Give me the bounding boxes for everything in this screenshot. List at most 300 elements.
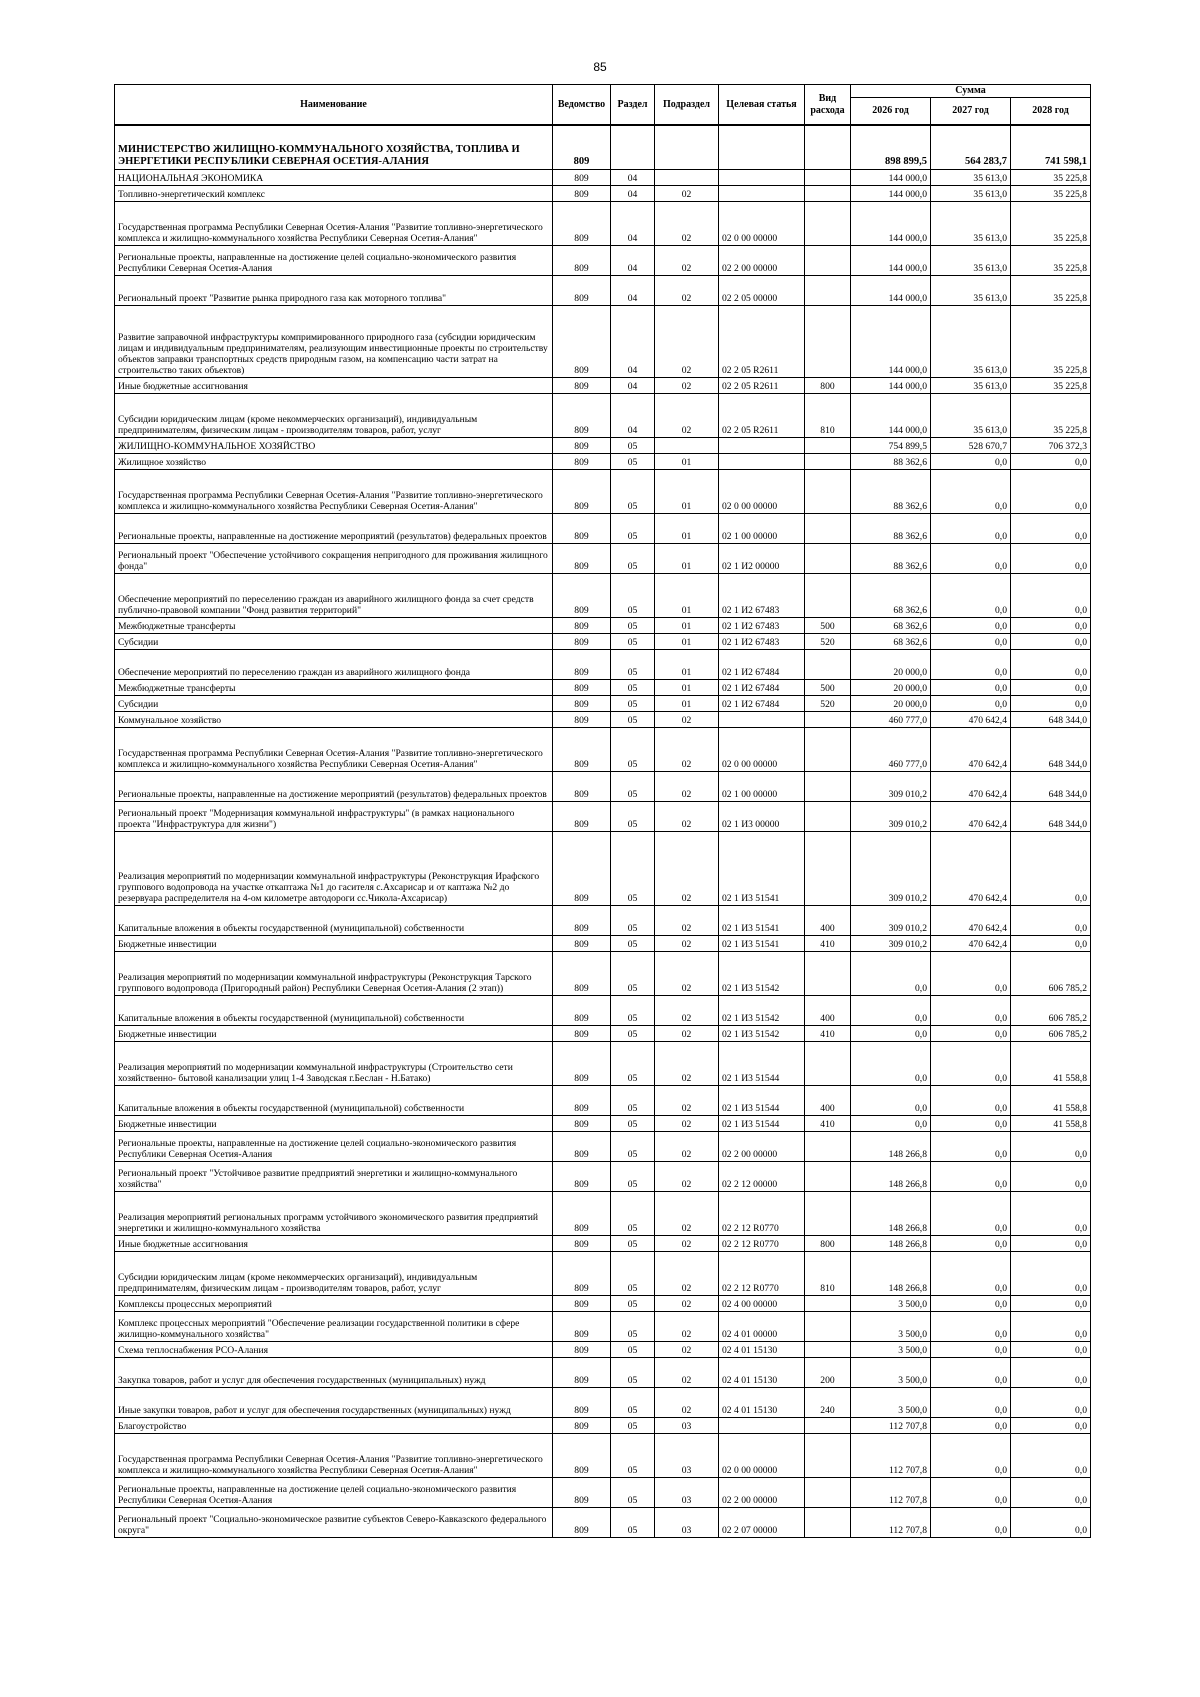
cell-section: 05 — [611, 1235, 655, 1251]
table-row — [115, 1417, 1091, 1433]
cell-section: 05 — [611, 1115, 655, 1131]
cell-2026: 148 266,8 — [851, 1131, 931, 1161]
cell-2026: 309 010,2 — [851, 771, 931, 801]
cell-2026: 0,0 — [851, 1025, 931, 1041]
cell-name: Межбюджетные трансферты — [115, 679, 553, 695]
cell-name: Региональный проект "Обеспечение устойчивого сокращения непригодного для проживания жилищного фонда" — [115, 543, 553, 573]
cell-name: Субсидии — [115, 695, 553, 711]
cell-subsection: 02 — [655, 1131, 719, 1161]
cell-2028: 0,0 — [1011, 573, 1091, 617]
cell-expense-type — [805, 1295, 851, 1311]
cell-2027: 0,0 — [931, 1161, 1011, 1191]
cell-department: 809 — [553, 185, 611, 201]
cell-section: 05 — [611, 695, 655, 711]
cell-subsection: 02 — [655, 275, 719, 305]
cell-2027: 0,0 — [931, 469, 1011, 513]
cell-section: 05 — [611, 1251, 655, 1295]
cell-department: 809 — [553, 1115, 611, 1131]
cell-2027: 0,0 — [931, 633, 1011, 649]
cell-2026: 20 000,0 — [851, 695, 931, 711]
cell-department: 809 — [553, 1357, 611, 1387]
cell-2028: 35 225,8 — [1011, 169, 1091, 185]
cell-expense-type — [805, 727, 851, 771]
cell-department: 809 — [553, 1041, 611, 1085]
cell-target: 02 1 И3 51542 — [719, 995, 805, 1025]
cell-2028: 35 225,8 — [1011, 245, 1091, 275]
cell-expense-type — [805, 305, 851, 377]
cell-subsection: 02 — [655, 1041, 719, 1085]
cell-expense-type — [805, 437, 851, 453]
cell-target: 02 2 12 00000 — [719, 1161, 805, 1191]
cell-2026: 460 777,0 — [851, 711, 931, 727]
cell-2028: 0,0 — [1011, 1477, 1091, 1507]
cell-2028: 35 225,8 — [1011, 305, 1091, 377]
cell-2028: 41 558,8 — [1011, 1041, 1091, 1085]
cell-department: 809 — [553, 905, 611, 935]
cell-section: 04 — [611, 305, 655, 377]
cell-expense-type: 240 — [805, 1387, 851, 1417]
cell-department: 809 — [553, 513, 611, 543]
cell-2028: 648 344,0 — [1011, 771, 1091, 801]
cell-section: 04 — [611, 169, 655, 185]
cell-target — [719, 437, 805, 453]
cell-2027: 470 642,4 — [931, 727, 1011, 771]
cell-expense-type: 520 — [805, 633, 851, 649]
cell-2026: 309 010,2 — [851, 831, 931, 905]
cell-name: Реализация мероприятий по модернизации коммунальной инфраструктуры (Реконструкция Ирафского группового водопровода на участке откаптажа №1 до гасителя с.Ахсарисар и от каптажа №2 до резервуара распределителя на 4-ом километре автодороги сс.Чикола-Ахсарисар) — [115, 831, 553, 905]
cell-2028: 0,0 — [1011, 1311, 1091, 1341]
cell-department: 809 — [553, 125, 611, 169]
table-row — [115, 185, 1091, 201]
cell-2026: 68 362,6 — [851, 617, 931, 633]
cell-section: 05 — [611, 711, 655, 727]
cell-2028: 35 225,8 — [1011, 377, 1091, 393]
cell-2028: 41 558,8 — [1011, 1085, 1091, 1115]
header-sum: Сумма — [851, 85, 1091, 98]
cell-name: Бюджетные инвестиции — [115, 935, 553, 951]
cell-subsection: 02 — [655, 1161, 719, 1191]
cell-subsection: 02 — [655, 201, 719, 245]
table-row — [115, 543, 1091, 573]
table-row — [115, 1191, 1091, 1235]
cell-2026: 148 266,8 — [851, 1191, 931, 1235]
cell-2028: 648 344,0 — [1011, 801, 1091, 831]
cell-subsection: 01 — [655, 469, 719, 513]
header-year-2027: 2027 год — [931, 97, 1011, 125]
cell-target: 02 1 И2 00000 — [719, 543, 805, 573]
cell-section: 05 — [611, 1477, 655, 1507]
cell-2026: 3 500,0 — [851, 1387, 931, 1417]
cell-department: 809 — [553, 305, 611, 377]
cell-2027: 470 642,4 — [931, 711, 1011, 727]
cell-name: Региональные проекты, направленные на достижение целей социально-экономического развития Республики Северная Осетия-Алания — [115, 1131, 553, 1161]
cell-target: 02 1 И3 51544 — [719, 1041, 805, 1085]
cell-name: Субсидии юридическим лицам (кроме некоммерческих организаций), индивидуальным предпринимателям, физическим лицам - производителям товаров, работ, услуг — [115, 1251, 553, 1295]
cell-target: 02 0 00 00000 — [719, 1433, 805, 1477]
cell-2027: 470 642,4 — [931, 905, 1011, 935]
cell-target: 02 2 12 R0770 — [719, 1235, 805, 1251]
cell-section: 05 — [611, 1041, 655, 1085]
cell-section: 05 — [611, 649, 655, 679]
cell-2027: 0,0 — [931, 679, 1011, 695]
cell-2028: 606 785,2 — [1011, 951, 1091, 995]
cell-section — [611, 125, 655, 169]
cell-section: 04 — [611, 201, 655, 245]
cell-section: 05 — [611, 543, 655, 573]
table-row — [115, 1235, 1091, 1251]
cell-department: 809 — [553, 453, 611, 469]
cell-section: 05 — [611, 617, 655, 633]
cell-department: 809 — [553, 1191, 611, 1235]
cell-department: 809 — [553, 393, 611, 437]
cell-section: 05 — [611, 935, 655, 951]
cell-section: 05 — [611, 1131, 655, 1161]
cell-subsection: 02 — [655, 1191, 719, 1235]
cell-department: 809 — [553, 1085, 611, 1115]
cell-2027: 0,0 — [931, 1311, 1011, 1341]
cell-section: 05 — [611, 1191, 655, 1235]
cell-department: 809 — [553, 695, 611, 711]
cell-expense-type: 200 — [805, 1357, 851, 1387]
cell-subsection: 02 — [655, 951, 719, 995]
header-target: Целевая статья — [719, 85, 805, 126]
cell-section: 04 — [611, 185, 655, 201]
cell-2026: 309 010,2 — [851, 935, 931, 951]
cell-expense-type: 810 — [805, 1251, 851, 1295]
cell-target: 02 1 И2 67484 — [719, 649, 805, 679]
cell-expense-type — [805, 245, 851, 275]
cell-2028: 0,0 — [1011, 617, 1091, 633]
cell-name: Региональные проекты, направленные на достижение мероприятий (результатов) федеральных проектов — [115, 771, 553, 801]
cell-name: Бюджетные инвестиции — [115, 1025, 553, 1041]
cell-section: 05 — [611, 1387, 655, 1417]
cell-2026: 68 362,6 — [851, 573, 931, 617]
cell-2026: 0,0 — [851, 1115, 931, 1131]
cell-section: 05 — [611, 1311, 655, 1341]
cell-target: 02 1 И3 00000 — [719, 801, 805, 831]
cell-expense-type — [805, 453, 851, 469]
cell-2026: 3 500,0 — [851, 1295, 931, 1311]
cell-section: 05 — [611, 437, 655, 453]
cell-2028: 0,0 — [1011, 1251, 1091, 1295]
cell-2026: 754 899,5 — [851, 437, 931, 453]
cell-2027: 470 642,4 — [931, 801, 1011, 831]
cell-2026: 3 500,0 — [851, 1311, 931, 1341]
cell-department: 809 — [553, 935, 611, 951]
cell-subsection: 02 — [655, 935, 719, 951]
cell-2028: 35 225,8 — [1011, 201, 1091, 245]
header-year-2026: 2026 год — [851, 97, 931, 125]
cell-expense-type — [805, 1191, 851, 1235]
cell-name: Региональный проект "Модернизация коммунальной инфраструктуры" (в рамках национального проекта "Инфраструктура для жизни") — [115, 801, 553, 831]
cell-2026: 309 010,2 — [851, 801, 931, 831]
cell-2028: 606 785,2 — [1011, 995, 1091, 1025]
cell-subsection: 02 — [655, 1341, 719, 1357]
cell-2026: 88 362,6 — [851, 453, 931, 469]
cell-name: Капитальные вложения в объекты государственной (муниципальной) собственности — [115, 1085, 553, 1115]
cell-2028: 706 372,3 — [1011, 437, 1091, 453]
cell-2028: 0,0 — [1011, 905, 1091, 935]
cell-department: 809 — [553, 1507, 611, 1537]
cell-section: 05 — [611, 951, 655, 995]
cell-target — [719, 169, 805, 185]
cell-name: Иные закупки товаров, работ и услуг для обеспечения государственных (муниципальных) нужд — [115, 1387, 553, 1417]
cell-department: 809 — [553, 801, 611, 831]
cell-section: 04 — [611, 377, 655, 393]
cell-target: 02 1 И2 67483 — [719, 573, 805, 617]
cell-2027: 0,0 — [931, 617, 1011, 633]
cell-expense-type: 520 — [805, 695, 851, 711]
cell-2027: 470 642,4 — [931, 831, 1011, 905]
cell-target: 02 2 12 R0770 — [719, 1191, 805, 1235]
table-row — [115, 951, 1091, 995]
table-row — [115, 1085, 1091, 1115]
cell-expense-type — [805, 275, 851, 305]
cell-expense-type: 400 — [805, 995, 851, 1025]
cell-name: Иные бюджетные ассигнования — [115, 377, 553, 393]
cell-expense-type — [805, 1507, 851, 1537]
cell-2026: 112 707,8 — [851, 1433, 931, 1477]
cell-2026: 88 362,6 — [851, 543, 931, 573]
table-row — [115, 995, 1091, 1025]
cell-section: 05 — [611, 995, 655, 1025]
cell-section: 05 — [611, 633, 655, 649]
cell-section: 05 — [611, 905, 655, 935]
cell-target: 02 1 И3 51544 — [719, 1085, 805, 1115]
cell-subsection: 02 — [655, 711, 719, 727]
cell-expense-type — [805, 951, 851, 995]
cell-subsection: 01 — [655, 543, 719, 573]
cell-section: 05 — [611, 1507, 655, 1537]
cell-target: 02 1 И3 51544 — [719, 1115, 805, 1131]
cell-expense-type — [805, 649, 851, 679]
table-row — [115, 1251, 1091, 1295]
cell-2026: 112 707,8 — [851, 1477, 931, 1507]
cell-2027: 0,0 — [931, 1041, 1011, 1085]
cell-2028: 0,0 — [1011, 935, 1091, 951]
cell-department: 809 — [553, 201, 611, 245]
cell-subsection: 02 — [655, 1387, 719, 1417]
cell-section: 04 — [611, 245, 655, 275]
cell-subsection — [655, 125, 719, 169]
cell-section: 05 — [611, 801, 655, 831]
cell-section: 04 — [611, 275, 655, 305]
cell-2028: 648 344,0 — [1011, 727, 1091, 771]
table-row — [115, 727, 1091, 771]
table-row — [115, 905, 1091, 935]
table-row — [115, 453, 1091, 469]
cell-subsection: 02 — [655, 771, 719, 801]
cell-2026: 144 000,0 — [851, 169, 931, 185]
cell-name: МИНИСТЕРСТВО ЖИЛИЩНО-КОММУНАЛЬНОГО ХОЗЯЙСТВА, ТОПЛИВА И ЭНЕРГЕТИКИ РЕСПУБЛИКИ СЕВЕРНАЯ ОСЕТИЯ-АЛАНИЯ — [115, 125, 553, 169]
cell-2027: 470 642,4 — [931, 935, 1011, 951]
cell-subsection: 02 — [655, 1295, 719, 1311]
cell-name: Благоустройство — [115, 1417, 553, 1433]
table-row — [115, 649, 1091, 679]
cell-name: Комплексы процессных мероприятий — [115, 1295, 553, 1311]
cell-2028: 0,0 — [1011, 1417, 1091, 1433]
cell-subsection — [655, 169, 719, 185]
cell-expense-type — [805, 185, 851, 201]
cell-subsection: 01 — [655, 573, 719, 617]
cell-section: 04 — [611, 393, 655, 437]
cell-expense-type — [805, 469, 851, 513]
cell-department: 809 — [553, 1161, 611, 1191]
cell-2028: 0,0 — [1011, 633, 1091, 649]
cell-2027: 0,0 — [931, 1235, 1011, 1251]
cell-2027: 0,0 — [931, 543, 1011, 573]
cell-subsection: 01 — [655, 617, 719, 633]
table-row — [115, 695, 1091, 711]
cell-2026: 0,0 — [851, 995, 931, 1025]
cell-name: Региональные проекты, направленные на достижение целей социально-экономического развития Республики Северная Осетия-Алания — [115, 1477, 553, 1507]
cell-department: 809 — [553, 679, 611, 695]
table-row — [115, 1295, 1091, 1311]
cell-2027: 35 613,0 — [931, 275, 1011, 305]
cell-department: 809 — [553, 727, 611, 771]
table-row — [115, 617, 1091, 633]
cell-target: 02 1 И2 67483 — [719, 633, 805, 649]
cell-name: Региональный проект "Развитие рынка природного газа как моторного топлива" — [115, 275, 553, 305]
cell-2028: 0,0 — [1011, 1191, 1091, 1235]
cell-name: Региональные проекты, направленные на достижение мероприятий (результатов) федеральных проектов — [115, 513, 553, 543]
cell-target: 02 1 И3 51541 — [719, 831, 805, 905]
cell-expense-type — [805, 771, 851, 801]
cell-2028: 0,0 — [1011, 1235, 1091, 1251]
table-row — [115, 305, 1091, 377]
cell-name: Региональный проект "Устойчивое развитие предприятий энергетики и жилищно-коммунального хозяйства" — [115, 1161, 553, 1191]
cell-2028: 0,0 — [1011, 679, 1091, 695]
cell-name: Государственная программа Республики Северная Осетия-Алания "Развитие топливно-энергетического комплекса и жилищно-коммунального хозяйства Республики Северная Осетия-Алания" — [115, 727, 553, 771]
table-row — [115, 201, 1091, 245]
cell-department: 809 — [553, 1295, 611, 1311]
cell-department: 809 — [553, 1387, 611, 1417]
table-row — [115, 1433, 1091, 1477]
cell-2026: 460 777,0 — [851, 727, 931, 771]
cell-2028: 0,0 — [1011, 1433, 1091, 1477]
cell-section: 05 — [611, 1085, 655, 1115]
cell-2027: 0,0 — [931, 1507, 1011, 1537]
cell-expense-type — [805, 513, 851, 543]
table-row — [115, 1477, 1091, 1507]
cell-expense-type: 810 — [805, 393, 851, 437]
cell-2027: 564 283,7 — [931, 125, 1011, 169]
cell-section: 05 — [611, 1341, 655, 1357]
cell-target: 02 1 00 00000 — [719, 771, 805, 801]
table-body — [115, 125, 1091, 1537]
table-row — [115, 1025, 1091, 1041]
cell-2027: 35 613,0 — [931, 377, 1011, 393]
cell-name: Комплекс процессных мероприятий "Обеспечение реализации государственной политики в сфере жилищно-коммунального хозяйства" — [115, 1311, 553, 1341]
cell-2026: 0,0 — [851, 951, 931, 995]
cell-department: 809 — [553, 1341, 611, 1357]
cell-2026: 144 000,0 — [851, 185, 931, 201]
cell-2027: 0,0 — [931, 1085, 1011, 1115]
cell-name: Реализация мероприятий по модернизации коммунальной инфраструктуры (Реконструкция Тарского группового водопровода (Пригородный район) Республики Северная Осетия-Алания (2 этап)) — [115, 951, 553, 995]
table-row — [115, 1341, 1091, 1357]
table-row — [115, 1161, 1091, 1191]
table-row — [115, 513, 1091, 543]
cell-subsection: 02 — [655, 1251, 719, 1295]
cell-subsection: 02 — [655, 305, 719, 377]
cell-2027: 35 613,0 — [931, 305, 1011, 377]
cell-section: 05 — [611, 831, 655, 905]
cell-target: 02 1 И3 51542 — [719, 1025, 805, 1041]
cell-2027: 0,0 — [931, 1341, 1011, 1357]
cell-2028: 35 225,8 — [1011, 275, 1091, 305]
cell-2028: 41 558,8 — [1011, 1115, 1091, 1131]
cell-2027: 0,0 — [931, 1115, 1011, 1131]
cell-department: 809 — [553, 1417, 611, 1433]
cell-target: 02 2 05 R2611 — [719, 377, 805, 393]
cell-2028: 606 785,2 — [1011, 1025, 1091, 1041]
cell-2028: 0,0 — [1011, 453, 1091, 469]
cell-expense-type: 410 — [805, 1115, 851, 1131]
cell-target — [719, 1417, 805, 1433]
cell-target: 02 4 01 15130 — [719, 1357, 805, 1387]
cell-subsection: 02 — [655, 995, 719, 1025]
cell-2028: 0,0 — [1011, 1295, 1091, 1311]
cell-department: 809 — [553, 1433, 611, 1477]
cell-2028: 0,0 — [1011, 1161, 1091, 1191]
cell-subsection: 02 — [655, 1085, 719, 1115]
cell-expense-type — [805, 1311, 851, 1341]
cell-subsection: 03 — [655, 1417, 719, 1433]
cell-2028: 0,0 — [1011, 1357, 1091, 1387]
cell-expense-type: 500 — [805, 617, 851, 633]
cell-target: 02 2 00 00000 — [719, 1477, 805, 1507]
cell-section: 05 — [611, 1295, 655, 1311]
cell-expense-type: 400 — [805, 1085, 851, 1115]
cell-subsection: 02 — [655, 905, 719, 935]
cell-2027: 0,0 — [931, 1387, 1011, 1417]
cell-expense-type — [805, 201, 851, 245]
cell-expense-type — [805, 125, 851, 169]
cell-section: 05 — [611, 1025, 655, 1041]
table-row — [115, 711, 1091, 727]
cell-department: 809 — [553, 169, 611, 185]
cell-section: 05 — [611, 1161, 655, 1191]
cell-2026: 112 707,8 — [851, 1417, 931, 1433]
cell-subsection: 02 — [655, 727, 719, 771]
cell-2027: 0,0 — [931, 649, 1011, 679]
cell-name: Коммунальное хозяйство — [115, 711, 553, 727]
cell-name: Региональный проект "Социально-экономическое развитие субъектов Северо-Кавказского федерального округа" — [115, 1507, 553, 1537]
cell-expense-type: 800 — [805, 1235, 851, 1251]
cell-expense-type — [805, 1477, 851, 1507]
cell-expense-type — [805, 711, 851, 727]
cell-subsection: 02 — [655, 377, 719, 393]
cell-target: 02 2 07 00000 — [719, 1507, 805, 1537]
cell-2026: 898 899,5 — [851, 125, 931, 169]
cell-name: Топливно-энергетический комплекс — [115, 185, 553, 201]
header-name: Наименование — [115, 85, 553, 126]
cell-target: 02 1 И2 67484 — [719, 679, 805, 695]
cell-expense-type — [805, 1341, 851, 1357]
cell-2027: 0,0 — [931, 453, 1011, 469]
cell-2027: 0,0 — [931, 573, 1011, 617]
cell-section: 05 — [611, 513, 655, 543]
cell-name: Иные бюджетные ассигнования — [115, 1235, 553, 1251]
cell-2027: 470 642,4 — [931, 771, 1011, 801]
cell-2026: 309 010,2 — [851, 905, 931, 935]
table-row — [115, 377, 1091, 393]
cell-name: Региональные проекты, направленные на достижение целей социально-экономического развития Республики Северная Осетия-Алания — [115, 245, 553, 275]
cell-expense-type — [805, 1417, 851, 1433]
cell-subsection: 02 — [655, 1357, 719, 1387]
cell-section: 05 — [611, 573, 655, 617]
cell-2027: 0,0 — [931, 1357, 1011, 1387]
